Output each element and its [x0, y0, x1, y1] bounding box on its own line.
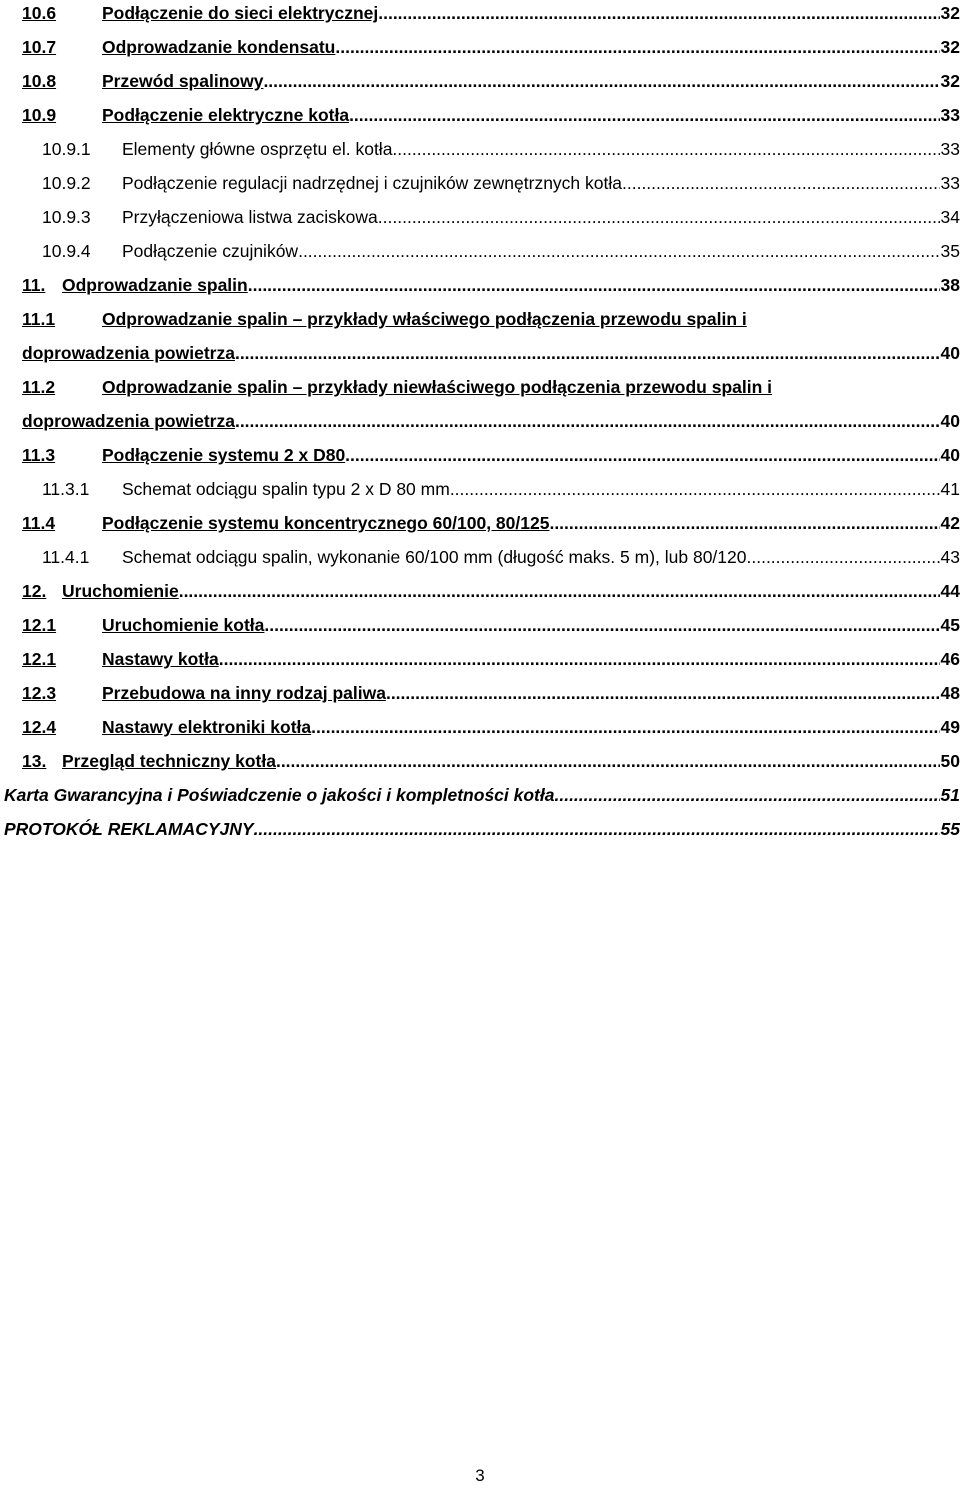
toc-entry-number-text: 10.9.4 [42, 241, 91, 261]
toc-entry-number [42, 136, 122, 162]
toc-entry-title: Nastawy kotła [102, 649, 219, 669]
toc-entry-title: Odprowadzanie kondensatu [102, 37, 336, 57]
toc-leader-dots [311, 714, 939, 740]
toc-entry-number [22, 714, 102, 740]
toc-entry-page: 46 [940, 649, 960, 669]
toc-entry-number [22, 102, 102, 128]
toc-entry-number-text: 10.6 [22, 3, 57, 23]
toc-entry-title-continued: doprowadzenia powietrza [22, 411, 235, 431]
toc-entry-page: 33 [940, 105, 960, 125]
toc-leader-dots [549, 510, 939, 536]
toc-entry-number-text: 10.9.1 [42, 139, 91, 159]
toc-entry-page: 45 [940, 615, 960, 635]
toc-entry-number-text: 12.3 [22, 683, 57, 703]
toc-entry-title: Podłączenie do sieci elektrycznej [102, 3, 379, 23]
toc-entry-title: Schemat odciągu spalin, wykonanie 60/100 mm (długość maks. 5 m), lub 80/120 [122, 547, 747, 567]
toc-entry-number-text: 12.1 [22, 615, 57, 635]
toc-entry-title: Odprowadzanie spalin [62, 275, 248, 295]
toc-entry-page: 40 [940, 343, 960, 363]
toc-entry-number-text: 10.7 [22, 37, 57, 57]
toc-leader-dots [179, 578, 940, 604]
toc-entry-number-text: 12.4 [22, 717, 57, 737]
toc-entry-title: Podłączenie systemu 2 x D80 [102, 445, 346, 465]
toc-entry-number-text: 13. [22, 751, 47, 771]
toc-leader-dots [622, 170, 940, 196]
toc-entry-number-text: 11.4 [22, 513, 56, 533]
toc-leader-dots [235, 340, 940, 366]
toc-entry-page: 40 [940, 445, 960, 465]
toc-entry-title: Podłączenie czujników [122, 241, 299, 261]
toc-entry-title: Elementy główne osprzętu el. kotła [122, 139, 393, 159]
toc-entry-title-continued: doprowadzenia powietrza [22, 343, 235, 363]
toc-entry-title: Przegląd techniczny kotła [62, 751, 276, 771]
toc-entry-page: 40 [940, 411, 960, 431]
toc-entry-number-text: 12. [22, 581, 47, 601]
toc-leader-dots [747, 544, 940, 570]
toc-entry-title: Uruchomienie [62, 581, 179, 601]
toc-entry-page: 34 [940, 207, 960, 227]
toc-entry-page: 49 [940, 717, 960, 737]
toc-leader-dots [298, 238, 939, 264]
toc-entry-title: Karta Gwarancyjna i Poświadczenie o jakości i kompletności kotła [4, 785, 555, 805]
toc-entry-page: 32 [940, 71, 960, 91]
toc-entry-number [22, 68, 102, 94]
toc-entry-page: 32 [940, 3, 960, 23]
toc-entry-page: 35 [940, 241, 960, 261]
toc-entry-number-text: 11.4.1 [42, 547, 90, 567]
toc-leader-dots [386, 680, 940, 706]
toc-entry-title: Przewód spalinowy [102, 71, 264, 91]
toc-entry-page: 42 [940, 513, 960, 533]
toc-entry-number [22, 646, 102, 672]
toc-entry-title: Podłączenie regulacji nadrzędnej i czujników zewnętrznych kotła [122, 173, 622, 193]
toc-entry-number-text: 11.3.1 [42, 479, 90, 499]
toc-entry-number-text: 10.8 [22, 71, 57, 91]
toc-entry-title: Nastawy elektroniki kotła [102, 717, 312, 737]
toc-entry-number [42, 476, 122, 502]
toc-entry-number [22, 748, 62, 774]
toc-entry-title: Przyłączeniowa listwa zaciskowa [122, 207, 378, 227]
toc-entry-number [22, 680, 102, 706]
toc-entry-title: Podłączenie systemu koncentrycznego 60/100, 80/125 [102, 513, 550, 533]
toc-entry-number-text: 11. [22, 275, 46, 295]
toc-entry-number [22, 612, 102, 638]
toc-entry-number [22, 510, 102, 536]
toc-leader-dots [554, 782, 939, 808]
toc-leader-dots [219, 646, 940, 672]
toc-entry-number [22, 442, 102, 468]
toc-leader-dots [235, 408, 940, 434]
toc-entry-title: Schemat odciągu spalin typu 2 x D 80 mm [122, 479, 450, 499]
toc-entry-number: 11.2 [22, 377, 56, 397]
toc-leader-dots [335, 34, 939, 60]
toc-leader-dots [254, 816, 940, 842]
toc-entry-number: 11.1 [22, 309, 56, 329]
toc-entry-number-text: 10.9.3 [42, 207, 91, 227]
toc-entry-number [42, 170, 122, 196]
toc-entry-page: 33 [940, 139, 960, 159]
toc-leader-dots [345, 442, 939, 468]
toc-entry-page: 51 [940, 785, 960, 805]
toc-entry-title: Uruchomienie kotła [102, 615, 265, 635]
toc-leader-dots [378, 204, 940, 230]
toc-entry-number [22, 34, 102, 60]
toc-entry-title: Podłączenie elektryczne kotła [102, 105, 350, 125]
toc-leader-dots [276, 748, 940, 774]
toc-entry-page: 32 [940, 37, 960, 57]
toc-entry-title: Przebudowa na inny rodzaj paliwa [102, 683, 386, 703]
toc-entry-number [22, 272, 62, 298]
toc-leader-dots [378, 0, 939, 26]
toc-entry-page: 41 [940, 479, 960, 499]
toc-entry-page: 55 [940, 819, 960, 839]
toc-entry-number [42, 238, 122, 264]
toc-entry-page: 48 [940, 683, 960, 703]
page-number: 3 [475, 1466, 485, 1485]
toc-leader-dots [248, 272, 940, 298]
toc-leader-dots [349, 102, 939, 128]
toc-entry-number-text: 10.9.2 [42, 173, 91, 193]
toc-entry-title: Odprowadzanie spalin – przykłady właściwego podłączenia przewodu spalin i [102, 309, 747, 329]
toc-entry-number [22, 578, 62, 604]
toc-leader-dots [263, 68, 939, 94]
toc-leader-dots [450, 476, 940, 502]
toc-leader-dots [392, 136, 939, 162]
toc-entry-number [42, 544, 122, 570]
toc-entry-title: Odprowadzanie spalin – przykłady niewłaściwego podłączenia przewodu spalin i [102, 377, 773, 397]
toc-entry-number [42, 204, 122, 230]
toc-entry-page: 38 [940, 275, 960, 295]
toc-entry-page: 44 [940, 581, 960, 601]
toc-leader-dots [264, 612, 939, 638]
toc-entry-title: PROTOKÓŁ REKLAMACYJNY [4, 819, 254, 839]
toc-entry-page: 33 [940, 173, 960, 193]
toc-entry-number-text: 12.1 [22, 649, 57, 669]
toc-entry-page: 43 [940, 547, 960, 567]
toc-entry-number [22, 0, 102, 26]
toc-entry-number-text: 11.3 [22, 445, 56, 465]
toc-entry-page: 50 [940, 751, 960, 771]
toc-entry-number-text: 10.9 [22, 105, 57, 125]
